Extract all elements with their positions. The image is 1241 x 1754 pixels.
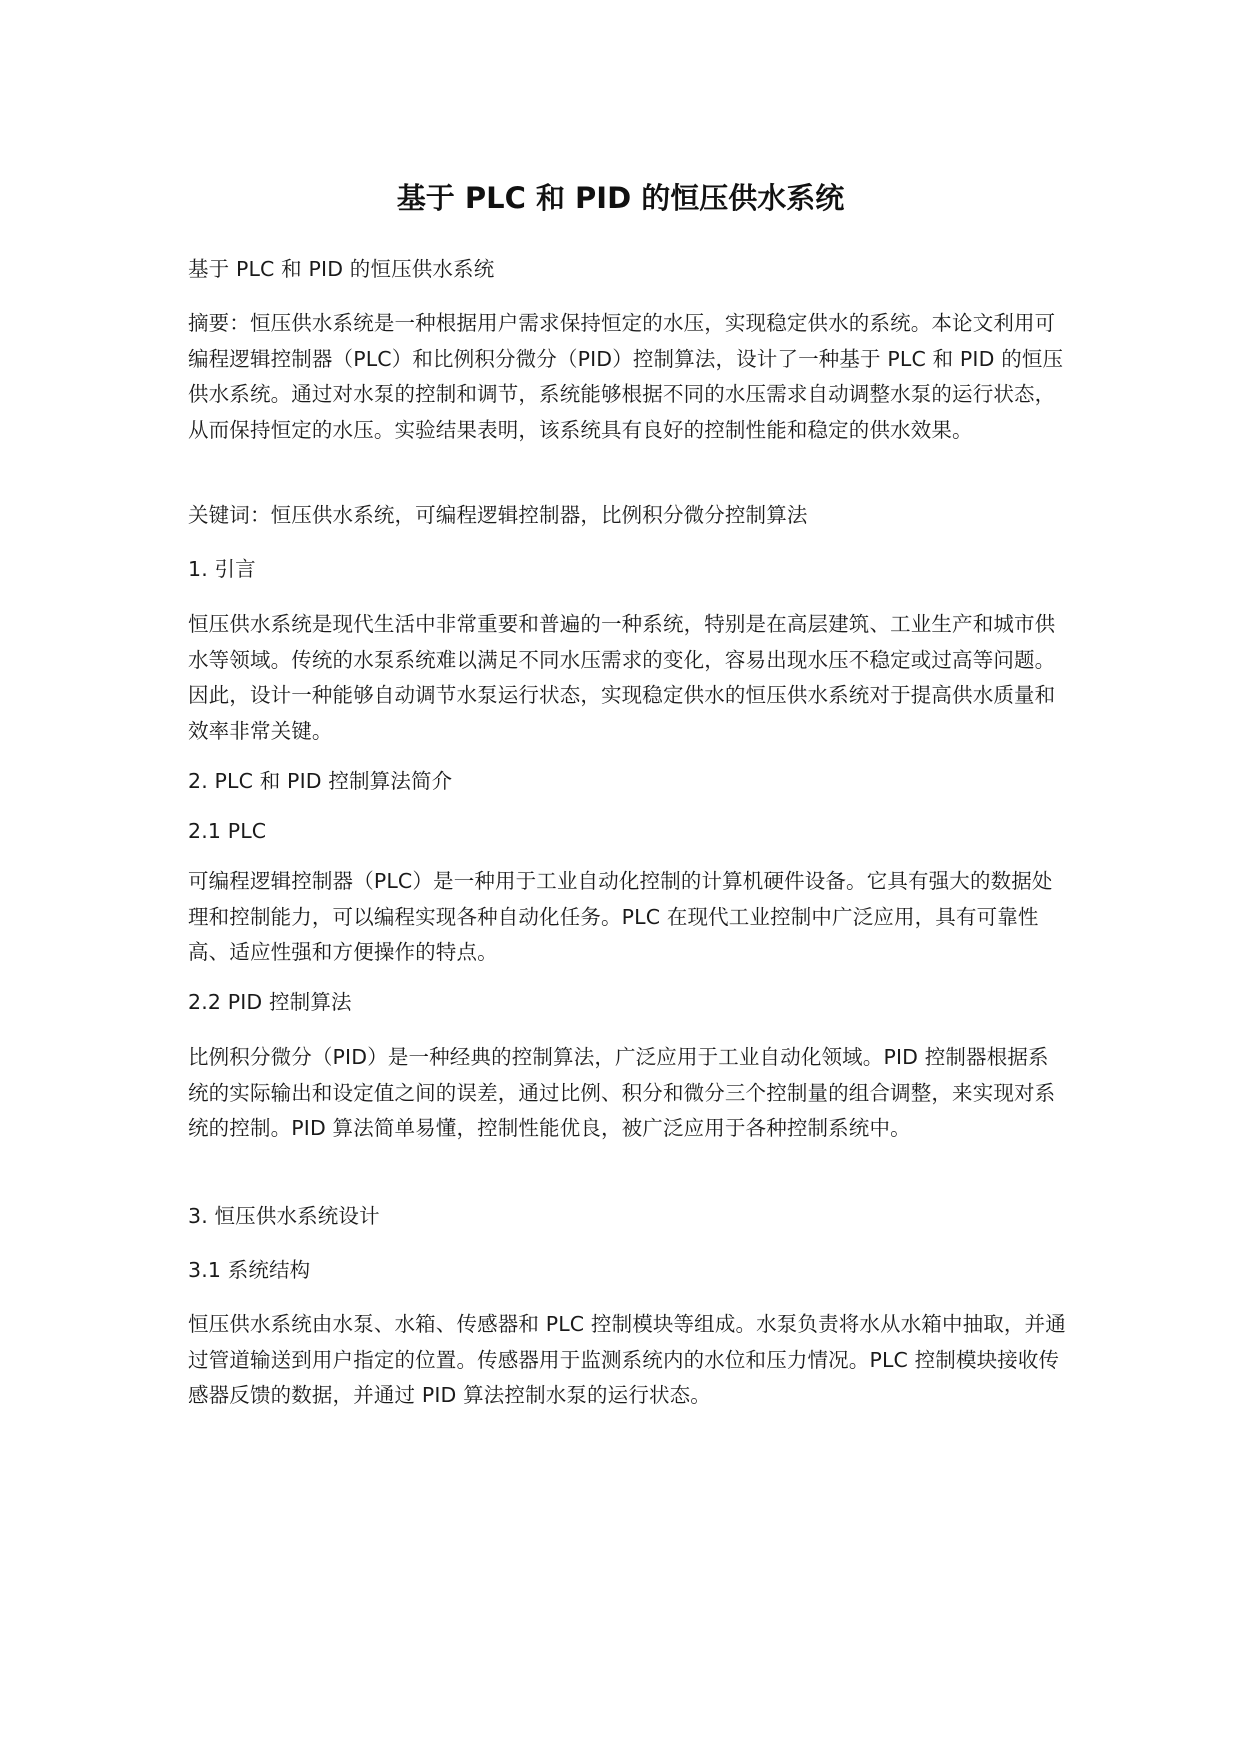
- section-heading-introduction: 1. 引言: [188, 557, 256, 581]
- plc-paragraph: 可编程逻辑控制器（PLC）是一种用于工业自动化控制的计算机硬件设备。它具有强大的数据处理和控制能力，可以编程实现各种自动化任务。PLC 在现代工业控制中广泛应用，具有可靠性高、适应性强和方便操作的特点。: [188, 869, 1053, 964]
- section-heading-plc-pid: 2. PLC 和 PID 控制算法简介: [188, 769, 453, 793]
- section-heading-system-design: 3. 恒压供水系统设计: [188, 1204, 380, 1228]
- subsection-heading-plc: 2.1 PLC: [188, 819, 267, 843]
- introduction-paragraph: 恒压供水系统是现代生活中非常重要和普遍的一种系统，特别是在高层建筑、工业生产和城市供水等领域。传统的水泵系统难以满足不同水压需求的变化，容易出现水压不稳定或过高等问题。因此，设计一种能够自动调节水泵运行状态，实现稳定供水的恒压供水系统对于提高供水质量和效率非常关键。: [188, 612, 1056, 743]
- subsection-heading-pid: 2.2 PID 控制算法: [188, 990, 352, 1014]
- pid-paragraph: 比例积分微分（PID）是一种经典的控制算法，广泛应用于工业自动化领域。PID 控制器根据系统的实际输出和设定值之间的误差，通过比例、积分和微分三个控制量的组合调整，来实现对系统的控制。PID 算法简单易懂，控制性能优良，被广泛应用于各种控制系统中。: [188, 1045, 1056, 1140]
- subtitle-paragraph: 基于 PLC 和 PID 的恒压供水系统: [188, 257, 495, 281]
- subsection-heading-system-structure: 3.1 系统结构: [188, 1258, 311, 1282]
- document-title: 基于 PLC 和 PID 的恒压供水系统: [396, 181, 845, 215]
- abstract-paragraph: 摘要：恒压供水系统是一种根据用户需求保持恒定的水压，实现稳定供水的系统。本论文利用可编程逻辑控制器（PLC）和比例积分微分（PID）控制算法，设计了一种基于 PLC 和 PID 的恒压供水系统。通过对水泵的控制和调节，系统能够根据不同的水压需求自动调整水泵的运行状态，从而保持恒定的水压。实验结果表明，该系统具有良好的控制性能和稳定的供水效果。: [188, 311, 1064, 442]
- system-structure-paragraph: 恒压供水系统由水泵、水箱、传感器和 PLC 控制模块等组成。水泵负责将水从水箱中抽取，并通过管道输送到用户指定的位置。传感器用于监测系统内的水位和压力情况。PLC 控制模块接收传感器反馈的数据，并通过 PID 算法控制水泵的运行状态。: [188, 1312, 1066, 1407]
- keywords-paragraph: 关键词：恒压供水系统，可编程逻辑控制器，比例积分微分控制算法: [188, 503, 808, 527]
